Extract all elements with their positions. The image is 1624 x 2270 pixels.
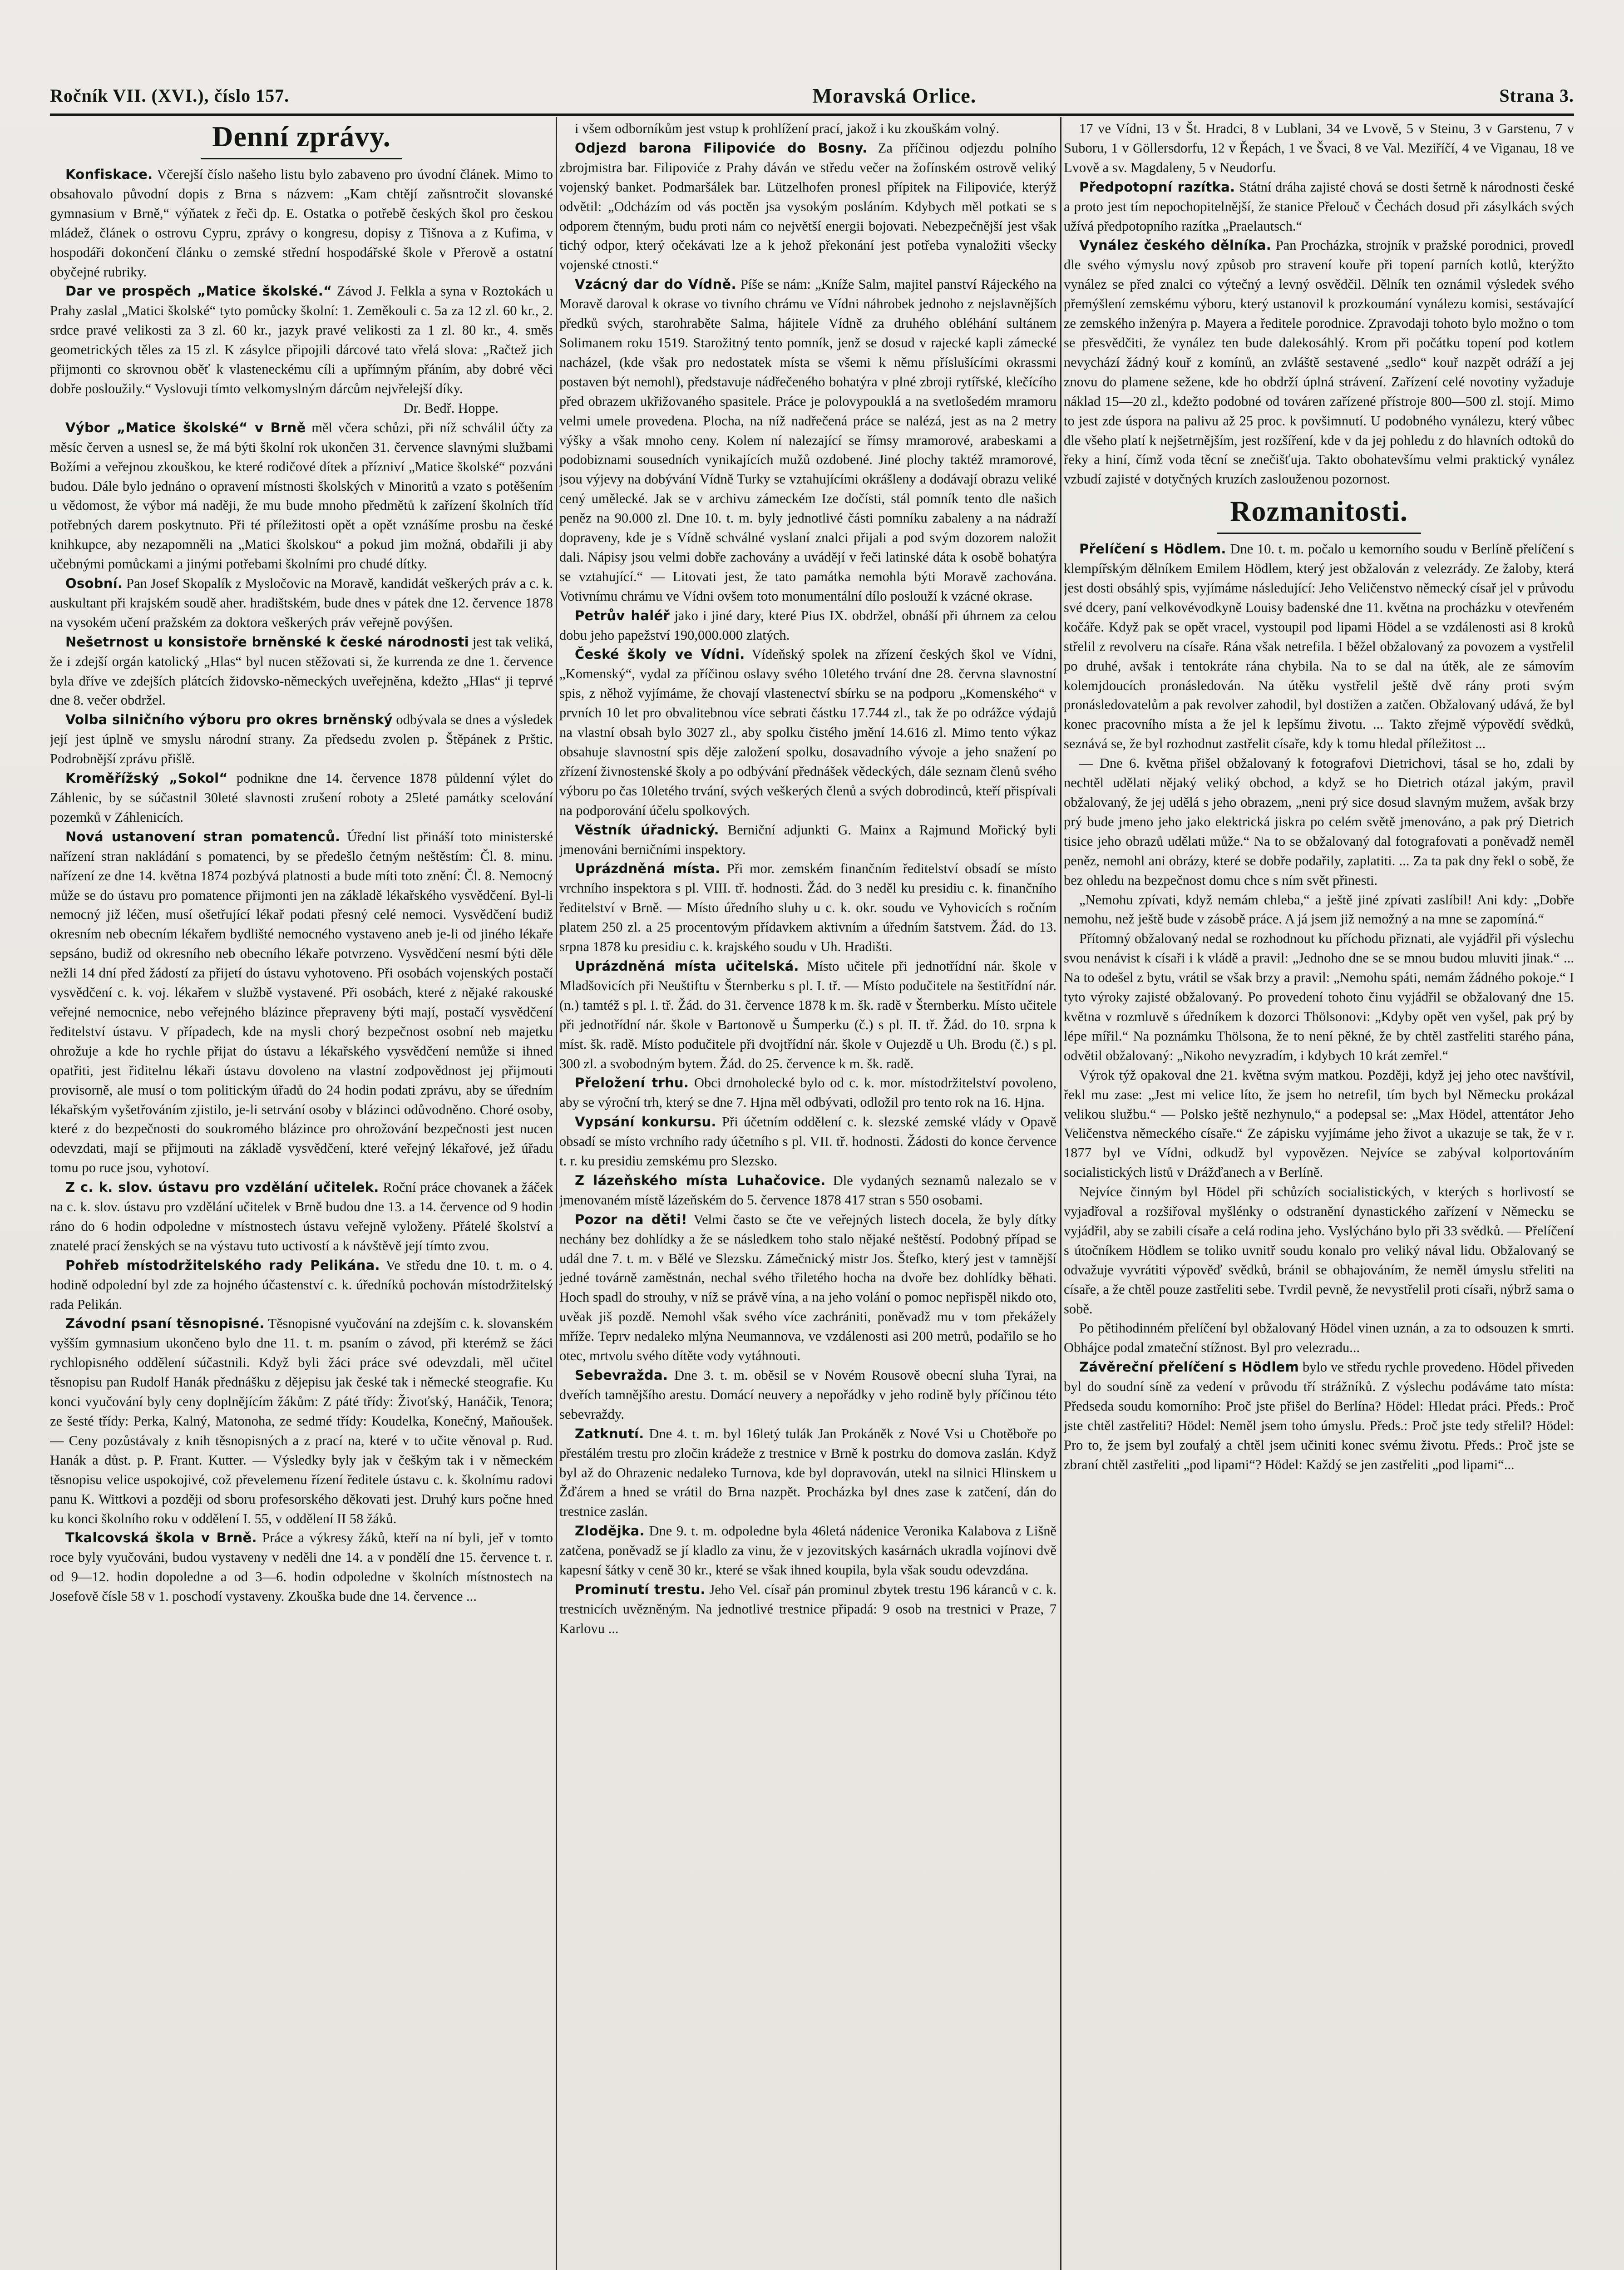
news-item (50, 1256, 553, 1314)
news-item (559, 859, 1056, 957)
news-item (1064, 236, 1574, 489)
news-item-heading: Vynález českého dělníka. (1079, 237, 1272, 253)
news-item-text: Dle vydaných seznamů nalezalo se v jmenovaném místě lázeňském do 5. července 1878 417 stran s 550 osobami. (559, 1172, 1056, 1208)
news-item-heading: Dar ve prospěch „Matice školské.“ (65, 283, 332, 299)
news-item-text: Obci drnoholecké bylo od c. k. mor. místodržitelství povoleno, aby se výroční trh, který se dne 7. Hjna měl odbývati, odložil pro tento rok na 16. Hjna. (559, 1075, 1056, 1110)
news-item (559, 1073, 1056, 1112)
news-item (559, 606, 1056, 645)
column-1-body (50, 165, 553, 1606)
news-item-text: „Nemohu zpívati, když nemám chleba,“ a ještě jiné zpívati zaslíbil! Ani kdy: „Dobře nemohu, než ještě bude v zásobě práce. A já jsem již nemožný a na mne se zapomíná.“ (1064, 892, 1574, 927)
news-item-text: Velmi často se čte ve veřejných listech docela, že byly dítky nechány bez dohlídky a že se následkem toho stalo nějaké neštěstí. Podobný případ se udál dne 7. t. m. v Bělé ve Slezsku. Zámečnický mistr Jos. Štefko, který jest v tamnější jedné továrně zaměstnán, nechal svého třiletého hocha na dvoře bez dohlídky běhati. Hoch spadl do strouhy, v níž se právě vína, a na jeho volání o pomoc nepřispěl nikdo oto, uvěak jiš pozdě. Nemohl však svého více zachrániti, poněvadž mu v tom překážely mříže. Teprv nedaleko mlýna Neumannova, ve vzdálenosti asi 200 metrů, podařilo se ho otec, mrtvolu svého dítěte vody vytáhnouti. (559, 1211, 1056, 1364)
news-item-text: Dne 4. t. m. byl 16letý tulák Jan Prokáněk z Nové Vsi u Chotěboře po přestálém trestu pro zločin krádeže z trestnice v Brně k postrku do domova zaslán. Když byl až do Ohrazenic nedaleko Turnova, kde byl dopravován, utekl na silnici Hlinskem u Žďárem a hned se vrátil do Brna nazpět. Procházka byl dnes zase k zatčení, dán do trestnice zaslán. (559, 1426, 1056, 1520)
news-item-heading: Přeložení trhu. (575, 1075, 689, 1091)
news-item (559, 957, 1056, 1073)
section-rule (1217, 533, 1421, 534)
news-item-heading: Odjezd barona Filipoviće do Bosny. (575, 140, 868, 156)
news-item-text: Berniční adjunkti G. Mainx a Rajmund Mořický byli jmenováni berničními inspektory. (559, 822, 1056, 857)
news-item-heading: Z c. k. slov. ústavu pro vzdělání učitelek. (65, 1179, 379, 1195)
news-item-text: měl včera schůzi, při níž schválil účty za měsíc červen a usnesl se, že má býti školní rok ukončen 31. července slavnými službami Božími a veřejnou zkouškou, ke které rodičové dítek a přízniví „Matice školské“ pozváni budou. Dále bylo jednáno o opravení místnosti školských v Minoritů a vzato s potěšením u vědomost, že výbor má naději, že mu bude mnoho předmětů k zařízení školních tříd potřebných darem poskytnuto. Při té příležitosti opět a opět vznášíme prosbu na české knihkupce, aby nezapomněli na „Matici školskou“ a pokud jim možná, obdařili ji aby učebnými pomůckami a jinými potřebami školními pro chudé dítky. (50, 419, 553, 572)
news-item (1064, 1318, 1574, 1357)
news-item (1064, 1066, 1574, 1182)
news-item-text: Přítomný obžalovaný nedal se rozhodnout ku příchodu přiznati, ale vyjádřil při výslechu svou nenávist k císaři i k vládě a pravil: „Jednoho dne se se mnou budou mluviti jinak.“ ... Na to odešel z bytu, vrátil se však brzy a pravil: „Nemohu spáti, nemám žádného pokoje.“ I tyto výroky zajisté obžalovaný. Po provedení tohoto činu vyjádřil se obžalovaný dne 15. května v rozmluvě s úředníkem k dozorci Thölsonovi: „Kdyby opět ven vyšel, pak prý by lépe mířil.“ Na poznámku Thölsona, že to není pěkné, že by chtěl zastřeliti starého pána, odvětil obžalovaný: „Nikoho nevyzradím, i kdybych 10 krát zemřel.“ (1064, 931, 1574, 1063)
news-item (559, 119, 1056, 138)
news-item-heading: Vypsání konkursu. (575, 1114, 716, 1130)
news-item (50, 1178, 553, 1256)
news-item-heading: Pohřeb místodržitelského rady Pelikána. (65, 1257, 380, 1273)
header-rule (50, 114, 1574, 116)
column-2-body (559, 119, 1056, 1638)
news-item (559, 1171, 1056, 1210)
news-item-heading: Kroměřížský „Sokol“ (65, 770, 228, 786)
news-item (559, 1580, 1056, 1638)
news-item (559, 275, 1056, 606)
news-item-heading: Tkalcovská škola v Brně. (65, 1530, 257, 1546)
issue-info: Ročník VII. (XVI.), číslo 157. (50, 85, 290, 106)
news-item (1064, 890, 1574, 929)
news-item-text: Při mor. zemském finančním ředitelství obsadí se místo vrchního inspektora s pl. VIII. tř. hodnosti. Žád. do 3 neděl ku presidiu c. k. finančního ředitelství v Brně. — Místo úředního sluhy u c. k. okr. soudu ve Vyhovicích s ročním platem 250 zl. a 25 procentovým přídavkem aktivním a úředním šatstvem. Žád. do 13. srpna 1878 ku presidiu c. k. krajského soudu v Uh. Hradišti. (559, 861, 1056, 955)
news-item-heading: Předpotopní razítka. (1079, 179, 1235, 195)
news-item (50, 1314, 553, 1528)
news-item-heading: Sebevražda. (575, 1367, 668, 1383)
news-item-text: Roční práce chovanek a žáček na c. k. slov. ústavu pro vzdělání učitelek v Brně budou dne 13. a 14. července od 9 hodin ráno do 6 hodin odpoledne v místnostech ústavu veřejně vyloženy. Přátelé školství a znatelé prací ženských se na výstavu tuto uctivostí a k návštěvě její tímto zvou. (50, 1179, 553, 1253)
column-3 (1064, 119, 1574, 2270)
news-item (50, 710, 553, 769)
news-item-text: Pan Procházka, strojník v pražské porodnici, provedl dle svého výmyslu nový způsob pro stravení kouře při topení parních kotlů, kterýžto vynález se před znalci co výtečný a levný osvědčil. Dělník ten oznámil výsledek svého přemýšlení zemskému výboru, který ustanovil k prozkoumání vynálezu komisi, sestávající ze zemského inženýra p. Mayera a ředitele porodnice. Zpravodaji tohoto bylo možno o tom se přesvědčiti, že vynález ten bude dalekosáhlý. Krom při počátku topení pod kotlem nevychází žádný kouř z komínů, an zvláště sestavené „sedlo“ kouř nazpět odráží a jej znovu do plamene sežene, kde ho obdrží úplná strávení. Zařízení celé novotiny vyžaduje náklad 15—20 zl., kdežto podobné od továren zařízené přístroje 800—500 zl. stojí. Mimo to jest zde úspora na palivu až 25 proc. k povšimnutí. U podobného vynálezu, který vůbec dle všeho platí k nejšetrnějším, jest rozšíření, kde v da jej pohledu z do hlavních odtoků do řeky a hiní, čímž voda těcní se znečišťuja. Takto obohatevšímu velmi praktický vynález vzbudí zajisté v dotyčných kruzích zaslouženou pozornost. (1064, 237, 1574, 487)
news-item-text: Pan Josef Skopalík z Mysločovic na Moravě, kandidát veškerých práv a c. k. auskultant při krajském soudě aher. hradištském, bude dnes v pátek dne 12. července 1878 na vysokém učení pražském za doktora veškerých práv veřejně povýšen. (50, 576, 553, 630)
news-item-heading: Přelíčení s Hödlem. (1079, 541, 1226, 557)
news-item-text: Nejvíce činným byl Hödel při schůzích socialistických, v kterých s horlivostí se vyjadřoval a rozšiřoval myšlénky o odstranění dynastického zařízení v Německu se vyjádřil, aby se zabili císaře a celá rodina jeho. Vyslýcháno bylo při 33 svědků. — Přelíčení s útočníkem Hödlem se toliko uvnitř soudu konalo pro veliký nával lidu. Obžalovaný se odvažuje vyvrátiti výpověď svědků, bránil se obhajováním, že neměl úmyslu střeliti na císaře, a že chtěl pouze zastřeliti sebe. Tvrdil pevně, že nevystřelil proti císaři, nýbrž sama o sobě. (1064, 1184, 1574, 1317)
news-item-text: Dne 3. t. m. oběsil se v Novém Rousově obecní sluha Tyrai, na dveřích tamnějšího arestu. Domácí neuvery a nepořádky v jeho rodině byly příčinou této sebevraždy. (559, 1367, 1056, 1422)
news-item-heading: Prominutí trestu. (575, 1581, 706, 1597)
news-item-text: Dr. Bedř. Hoppe. (403, 400, 499, 416)
news-item-heading: Zatknutí. (575, 1426, 644, 1441)
news-item (1064, 539, 1574, 754)
news-item (50, 827, 553, 1178)
news-item (1064, 754, 1574, 890)
news-item-heading: Uprázdněná místa. (575, 861, 721, 877)
news-item (1064, 1182, 1574, 1318)
news-item-text: Úřední list přináší toto ministerské nařízení stran nakládání s pomatenci, by se předešlo četným neštěstím: Čl. 8. minu. nařízení ze dne 14. května 1874 pozbývá platnosti a bude míti toto znění: Čl. 8. Nemocný může se do ústavu pro pomatence přijmonti jen na základě lékařského vysvědčení. Byl-li nemocný již léčen, musí ošetřující lékař podati přesný celé nemoci. Vysvědčení budiž okresním neb obecním lékařem bydlišté nemocného vystaveno aneb je-li od jiného lékaře sepsáno, budiž od okresního neb obecního lékaře potvrzeno. Vysvědčení nesmí býti děle nežli 14 dní před žádostí za přijetí do ústavu vyhotoveno. Při osobách vojenských postačí vysvědčení c. k. voj. lékařem v službě vystavené. Při osobách, které z nějaké rakouské veřejné nemocnice, nebo veřejného blázince přepraveny býti mají, postačí vysvědčení ředitelství ústavu. V případech, kde na mysli chorý bezpečnost osobní neb majetku ohrožuje a kde ho rychle přijat do ústavu a lékařského vysvědčení nemůže si ihned opatřiti, jest řiditelnu lékaři ústavu dovoleno na vlastní zodpovědnost jej přijmouti provisorně, ale musí o tom politickým úřadů do 24 hodin podati zprávu, aby se úředním lékařským vyšetřováním zjistilo, je-li setrvání osoby v blázinci odůvodněno. Choré osoby, které z do bezpečnosti do soukromého blázince pro ohrožování bezpečnosti jest nucen odevzdati, mají se přijmouti na základě vysvědčení, které veřejný lékařové, jež úřadu tomu po ruce jsou, vyhotoví. (50, 829, 553, 1176)
news-item (1064, 1357, 1574, 1474)
news-item (559, 820, 1056, 859)
news-item (50, 165, 553, 281)
news-item-heading: Petrův haléř (575, 607, 670, 623)
news-item-heading: Výbor „Matice školské“ v Brně (65, 419, 306, 435)
news-item-text: Při účetním oddělení c. k. slezské zemské vlády v Opavě obsadí se místo vrchního rady účetního s pl. VII. tř. hodnosti. Žádosti do konce července t. r. ku presidiu zemskému pro Slezsko. (559, 1114, 1056, 1169)
news-item (1064, 929, 1574, 1065)
news-item (50, 574, 553, 632)
news-item (559, 1112, 1056, 1171)
column-3-body (1064, 119, 1574, 1475)
column-2 (559, 119, 1056, 2270)
news-item-text: Výrok týž opakoval dne 21. května svým matkou. Později, když jej jeho otec navštívil, řekl mu zase: „Jest mi velice líto, že jsem ho netrefil, tím bych byl Německu prokázal velikou službu.“ — Polsko ještě nezhynulo,“ a podepsal se: „Max Hödel, attentátor Jeho Veličenstva německého císaře.“ Ze zápisku vyjímáme jeho život a ukazuje se tak, že v r. 1877 byl ve Vídni, odkudž byl vypovězen. Nejvíce se zabýval kolportováním socialistických listů v Drážďanech a v Berlíně. (1064, 1067, 1574, 1180)
news-item-heading: Nešetrnost u konsistoře brněnské k české národnosti (65, 634, 469, 650)
masthead-title: Moravská Orlice. (812, 84, 977, 107)
news-item-heading: Závěreční přelíčení s Hödlem (1079, 1359, 1299, 1375)
news-item (50, 281, 553, 398)
news-item-text: Vídeňský spolek na zřízení českých škol ve Vídni, „Komenský“, vydal za příčinou oslavy svého 10letého trvání dne 28. června slavnostní spis, z něhož vyjímáme, že chovají vlastenectví sbírku se na podporu „Komenského“ v prvních 10 let pro obvalitebnou více sebrati částku 17.744 zl., tak že po odrážce výdajů na vlastní obsah bylo 3027 zl., aby spolku čistého jmění 14.616 zl. Mimo tento výkaz obsahuje slavnostní spis děje založení spolku, dosavadního vývoje a jeho snažení po zřízení živnostenské školy a po odbývání přednášek vědeckých, dále seznam členů svého výboru po čas 10letého trvání, svých veškerých členů a svých dobrodinců, kteří přispívali na podporování účelu spolkových. (559, 646, 1056, 818)
news-item-heading: Věstník úřadnický. (575, 822, 719, 838)
news-item-text: Včerejší číslo našeho listu bylo zabaveno pro úvodní článek. Mimo to obsahovalo původní dopis z Brna s názvem: „Kam chtějí zaňsntročit slovanské gymnasium v Brně,“ výňatek z řeči dp. E. Ostatka o potřebě českých škol pro českou mládež, článek o ostrovu Cypru, zprávy o kongresu, dopisy z Tišnova a z Kufima, v hospodáři dokončení článku o zemské střední hospodářské škole v Přerově a ostatní obyčejné rubriky. (50, 167, 553, 280)
news-item (50, 632, 553, 711)
news-item-text: Jeho Vel. císař pán prominul zbytek trestu 196 káranců v c. k. trestnicích uvězněným. Na jednotlivé trestnice připadá: 9 osob na trestnici v Praze, 7 Karlovu ... (559, 1581, 1056, 1636)
news-item-text: Těsnopisné vyučování na zdejším c. k. slovanském vyšším gymnasium ukončeno bylo dne 11. t. m. psaním o závod, při kterémž se žáci rychlopisného oddělení súčastnili. Když byli žáci práce své odevzdali, měl učitel těsnopisu pan Rudolf Hanák přednášku z dějepisu jak české tak i německé steografie. Ku konci vyučování byly ceny doplnějícím žákům: Z páté třídy: Živoťský, Hanáčik, Tenora; ze šesté třídy: Perka, Kalný, Matonoha, ze sedmé třídy: Koudelka, Konečný, Maňoušek. — Ceny pozůstávaly z knih těsnopisných a z prací na, které v to učite věnoval p. Rud. Hanák a důst. p. P. Frant. Kutter. — Výsledky byly jak v češkým tak i v německém těsnopisu velice uspokojivé, což převelemenu řízení ředitele ústavu c. k. školnímu radovi panu K. Wittkovi a později od sboru profesorského děkovati jest. Druhý kurs počne hned ku konci školního roku v oddělení I. 55, v oddělení II 58 žáků. (50, 1316, 553, 1526)
news-item-heading: Volba silničního výboru pro okres brněnský (65, 712, 393, 728)
column-divider (556, 117, 557, 2270)
news-item-heading: Konfiskace. (65, 167, 153, 182)
news-item-heading: Pozor na děti! (575, 1211, 687, 1227)
news-item-text: Ve středu dne 10. t. m. o 4. hodině odpolední byl zde za hojného účastenství c. k. úředníků pochován místodržitelský rada Pelikán. (50, 1257, 553, 1312)
news-item (559, 1366, 1056, 1424)
news-item-text: — Dne 6. května přišel obžalovaný k fotografovi Dietrichovi, tásal se ho, zdali by nechtěl udělati nějaký veliký obchod, a když se ho Dietrich otázal jakým, pravil obžalovaný, že jej udělá s jeho obrazem, „neni prý sice dosud slavným mužem, avšak brzy prý bude jmeno jeho jako elektrická jiskra po celém světě jmenováno, a pak prý Dietrich tisice jeho obrazů udělati může.“ Na to se obžalovaný dal fotografovati a poněvadž neměl peněz, nemohl ani obrázy, které se dobře podařily, zaplatiti. ... Za ta pak dny řekl o sobě, že bez ohledu na bezpečnost domu chce s ním svět přinesti. (1064, 755, 1574, 888)
news-item (559, 645, 1056, 820)
news-item-text: jest tak veliká, že i zdejší orgán katolický „Hlas“ byl nucen stěžovati si, že kurrenda ze dne 1. července byla dříve ve zdejších plátcích židovsko-německých uveřejněna, kdežto „Hlas“ ji teprvé dne 8. večer obdržel. (50, 634, 553, 708)
news-item-text: podnikne dne 14. července 1878 půldenní výlet do Záhlenic, by se súčastnil 30leté slavnosti zrušení roboty a 25leté památky scelování pozemků v Záhlenicích. (50, 770, 553, 825)
news-item-heading: Závodní psaní těsnopisné. (65, 1316, 265, 1332)
news-item-text: jako i jiné dary, které Pius IX. obdržel, obnáší při úhrnem za celou dobu jeho papežství 190,000.000 zlatých. (559, 607, 1056, 643)
news-item-heading: Uprázdněná místa učitelská. (575, 958, 799, 974)
news-item-heading: Osobní. (65, 576, 123, 592)
news-item (559, 1521, 1056, 1580)
section-title: Rozmanitosti. (1230, 495, 1408, 528)
news-item-text: Dne 9. t. m. odpoledne byla 46letá nádenice Veronika Kalabova z Lišně zatčena, poněvadž se jí kladlo za vinu, že v jezovitských kasárnách ukradla vojínovi dvě kapesní šátky v ceně 30 kr., které se však ihned koupila, byla však soudu odevzdána. (559, 1523, 1056, 1578)
news-item-text: Práce a výkresy žáků, kteří na ní byli, jeř v tomto roce byly vyučováni, budou vystaveny v neděli dne 14. a v pondělí dne 15. července t. r. od 9—12. hodin dopoledne a od 3—6. hodin odpoledne v školních místnostech na Josefově čísle 58 v 1. poschodí vystaveny. Zkouška bude dne 14. července ... (50, 1530, 553, 1604)
news-item-text: Dne 10. t. m. počalo u kemorního soudu v Berlíně přelíčení s klempířským dělníkem Emilem Hödlem, který jest obžalován z velezrády. Ze žaloby, která jest dosti obsáhlý spis, vyjímáme následující: Jeho Veličenstvo německý císař jel v průvodu své dcery, paní velkovévodkyně Louisy badenské dne 11. května na procházku v otevřeném kočáře. Když pak se opět vracel, vystoupil pod lipami Hödel a se vzdálenosti asi 8 kroků střelil z revolveru na císaře. Rána však netrefila. I běžel obžalovaný za povozem a vystřelil po druhé, avšak i tentokráte rána chybila. Na to se dal na útěk, ale ze sámovím kolemjdoucích pronásledován. Na útěku vystřelil ještě dvě rány proti svým pronásledovatelům a pak revolver zahodil, byl dostižen a zatčen. Obžalovaný udává, že byl konec pracovního místa a že jel k lepšímu životu. ... Takto zřejmě výpovědí svědků, seznává se, že byl rozhodnut zastřelit císaře, kdy k tomu hledal příležitost ... (1064, 541, 1574, 752)
news-item-text: Po pětihodinném přelíčení byl obžalovaný Hödel vinen uznán, a za to odsouzen k smrti. Obhájce podal zmateční stížnost. Byl pro velezradu... (1064, 1320, 1574, 1356)
news-item-text: bylo ve středu rychle provedeno. Hödel přiveden byl do soudní síně za vedení v průvodu tří strážníků. Z výslechu podáváme tato místa: Předseda soudu komorního: Proč jste přišel do Berlína? Hödel: Hledat práci. Předs.: Proč jste chtěl zastřeliti? Hödel: Neměl jsem toho úmyslu. Předs.: Proč jste tedy střelil? Hödel: Pro to, že jsem byl zoufalý a chtěl jsem učiniti konec svému životu. Předs.: Proč jste se zbraní chtěl zastřeliti „pod lipami“? Hödel: Každý se jen zastřeliti „pod lipami“... (1064, 1359, 1574, 1472)
news-item-heading: Nová ustanovení stran pomatenců. (65, 829, 341, 844)
section-title-denni-zpravy: Denní zprávy. (212, 120, 391, 153)
news-item-text: Státní dráha zajisté chová se dosti šetrně k národnosti české a proto jest tím nepochopitelnější, že stanice Přelouč v Čechách dosud při zásylkách svých užívá předpotopního razítka „Praelautsch.“ (1064, 179, 1574, 234)
news-item (559, 1210, 1056, 1366)
news-item (1064, 119, 1574, 178)
page-header (50, 82, 1574, 109)
section-rule (201, 158, 402, 159)
column-1 (50, 119, 553, 2270)
news-item-heading: Vzácný dar do Vídně. (575, 276, 736, 292)
news-item-text: Za příčinou odjezdu polního zbrojmistra bar. Filipoviće z Prahy dáván ve středu večer na žofínském ostrově veliký vojenský banket. Podmaršálek bar. Lützelhofen pronesl přípitek na Filipoviće, kterýž odvětil: „Odcházím od vás poctěn jsa vysokým posláním. Kdybych měl potkati se s odporem čtenným, budu proti nám co největší energii bojovati. Nebezpečnější jest však tichý odpor, který očekávati lze a k jehož překonání jest potřeba vynaložiti všecky vojenské ctnosti.“ (559, 140, 1056, 273)
news-item-text: odbývala se dnes a výsledek její jest úplně ve smyslu národní strany. Za předsedu zvolen p. Štěpánek z Prštic. Podrobnější zprávu přišlě. (50, 712, 553, 767)
column-divider (1060, 117, 1061, 2270)
news-item (50, 769, 553, 827)
news-item (1064, 178, 1574, 236)
page-number: Strana 3. (1499, 85, 1574, 106)
news-item (50, 1528, 553, 1606)
news-item-text: Místo učitele při jednotřídní nár. škole v Mladšovicích při Neuštiftu v Šternberku s pl. I. tř. — Místo podučitele na šestitřídní nár. (n.) tamtéž s pl. I. tř. Žád. do 31. července 1878 k m. šk. radě v Šternberku. Místo učitele při jednotřídní nár. škole v Bartonově u Šumperku (č.) s pl. II. tř. Žád. do 10. srpna k míst. šk. radě. Místo podučitele při dvojtřídní nár. škole v Oujezdě u Uh. Brodu (č.) s pl. 300 zl. a svobodným bytem. Žád. do 25. července k m. šk. radě. (559, 958, 1056, 1071)
news-item-text: i všem odborníkům jest vstup k prohlížení prací, jakož i ku zkouškám volný. (575, 121, 1000, 136)
news-item-text: 17 ve Vídni, 13 v Št. Hradci, 8 v Lublani, 34 ve Lvově, 5 v Steinu, 3 v Garstenu, 7 v Suboru, 1 v Göllersdorfu, 12 v Řepách, 1 ve Švaci, 8 ve Val. Meziříčí, 4 ve Viganau, 18 ve Lvově a sv. Magdaleny, 5 v Neudorfu. (1064, 121, 1574, 175)
news-item-text: Píše se nám: „Kníže Salm, majitel panství Rájeckého na Moravě daroval k okrase vo tivního chrámu ve Vídni náhrobek jednoho z nejslavnějších předků svých, starohraběte Salma, hájitele Vídně za druhého obléhání sultánem Solimanem roku 1519. Starožitný tento pomník, jenž se dosud v rajecké kapli zámecké nacházel, (kde však pro nedostatek místa se všemi k němu příslušícími okrassmi postaven být nemohl), představuje nádřečeného bohatýra v plné zbroji rytířské, klečícího před obrazem ukřižovaného spasitele. Práce je polovypouklá a na svetlošedém mramoru velmi umele provedena. Plocha, na níž nadřečená práce se nalézá, jest as na 2 metry výšky a však mnoho ceny. Kolem ní nalezající se římsy mramorové, arabeskami a podobiznami sousedních vynikajících mužů ozdobené. Jiné plochy taktéž mramorové, jsou výjevy na dobývání Vídně Turky se vztahujícími okrášleny a dodávají obrazu veliké cený umělecké. Jak se v archivu zámeckém Ize dočísti, stál pomník tento dle našich peněz na 90.000 zl. Dne 10. t. m. byly jednotlivé části pomníku zabaleny a na nádraží dopraveny, kde je s Vídně schválné vyslaní znalci přijali a pod svým dozorem naložit dali. Nápisy jsou velmi dobře zachovány a uvádějí v řeči latinské dáta k osobě bohatýra se vztahující.“ — Litovati jest, že tato památka nemohla býti Moravě zachována. Votivnímu chrámu ve Vídni ovšem toto monumentální dílo poslouží k vzácné okrase. (559, 276, 1056, 604)
news-item-heading: Zlodějka. (575, 1523, 645, 1539)
signature (50, 399, 553, 418)
news-item (50, 418, 553, 574)
news-item-heading: Z lázeňského místa Luhačovice. (575, 1172, 826, 1188)
news-item (559, 1424, 1056, 1522)
news-item-heading: České školy ve Vídni. (575, 646, 745, 662)
news-item-text: Závod J. Felkla a syna v Roztokách u Prahy zaslal „Matici školské“ tyto pomůcky školní: 1. Zeměkouli c. 5a za 12 zl. 60 kr., 2. srdce pravé velikosti za 3 zl. 60 kr., jazyk pravé velikosti za 1 zl. 80 kr., 4. směs geometrických těles za 15 zl. K zásylce připojili dárcové tato vřelá slova: „Račtež jich přijmonti co skrovnou oběť k vlasteneckému cíli a upřímným přáním, aby dobré věci dobře posloužily.“ Vyslovuji tímto velkomyslným dárcům nejvřelejší díky. (50, 283, 553, 396)
news-item (559, 138, 1056, 275)
